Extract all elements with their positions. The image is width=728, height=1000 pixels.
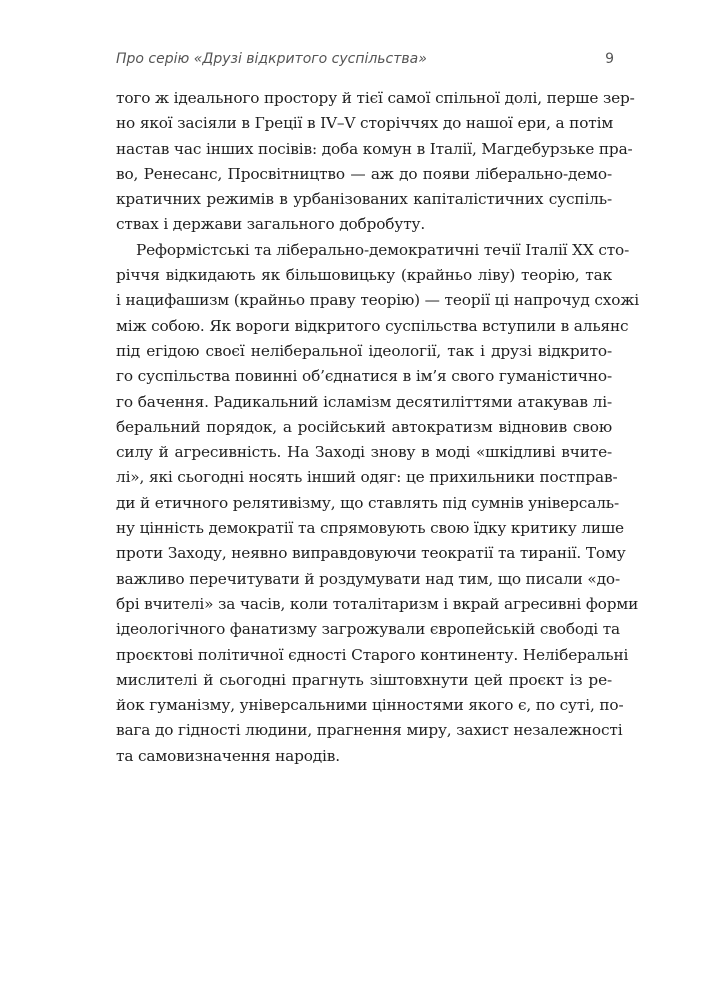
body-text	[116, 86, 639, 769]
running-title: Про серію «Друзі відкритого суспільства»	[116, 51, 427, 67]
text-line: важливо перечитувати й роздумувати над тим, що писали «до-	[116, 569, 620, 588]
text-line: мислителі й сьогодні прагнуть зіштовхнути цей проєкт із ре-	[116, 670, 612, 689]
text-line: брі вчителі» за часів, коли тоталітаризм і вкрай агресивні форми	[116, 594, 639, 613]
running-header	[116, 48, 614, 72]
text-line: ідеологічного фанатизму загрожували європейській свободі та	[116, 620, 620, 639]
page-number: 9	[605, 51, 614, 67]
text-line: силу й агресивність. На Заході знову в моді «шкідливі вчите-	[116, 443, 612, 462]
text-line: кратичних режимів в урбанізованих капіталістичних суспіль-	[116, 190, 612, 209]
text-line: но якої засіяли в Греції в IV–V сторіччях до нашої ери, а потім	[116, 114, 614, 133]
text-line: лі», які сьогодні носять інший одяг: це прихильники постправ-	[116, 468, 618, 487]
text-line: беральний порядок, а російський автократизм відновив свою	[116, 417, 612, 436]
paragraph	[116, 86, 635, 238]
text-line: проти Заходу, неявно виправдовуючи теократії та тиранії. Тому	[116, 544, 626, 563]
text-line: та самовизначення народів.	[116, 746, 340, 765]
text-line: ствах і держави загального добробуту.	[116, 215, 426, 234]
text-line: йок гуманізму, універсальними цінностями якого є, по суті, по-	[116, 696, 624, 715]
paragraph	[116, 238, 639, 769]
text-line: во, Ренесанс, Просвітництво — аж до появи ліберально-демо-	[116, 164, 612, 183]
text-line: під егідою своєї неліберальної ідеології, так і друзі відкрито-	[116, 341, 612, 360]
text-line: настав час інших посівів: доба комун в Італії, Магдебурзьке пра-	[116, 139, 633, 158]
text-line: го бачення. Радикальний ісламізм десятиліттями атакував лі-	[116, 392, 612, 411]
text-line: річчя відкидають як більшовицьку (крайньо ліву) теорію, так	[116, 266, 612, 285]
text-line: го суспільства повинні об’єднатися в ім’я свого гуманістично-	[116, 367, 612, 386]
text-line: вага до гідності людини, прагнення миру, захист незалежності	[116, 721, 623, 740]
text-line: і нацифашизм (крайньо праву теорію) — теорії ці напрочуд схожі	[116, 291, 639, 310]
text-line: ну цінність демократії та спрямовують свою їдку критику лише	[116, 519, 624, 538]
text-line: між собою. Як вороги відкритого суспільства вступили в альянс	[116, 316, 629, 335]
text-line: проєктові політичної єдності Старого континенту. Неліберальні	[116, 645, 629, 664]
text-line: Реформістські та ліберально-демократичні течії Італії XX сто-	[136, 240, 630, 259]
text-line: ди й етичного релятивізму, що ставлять під сумнів універсаль-	[116, 493, 619, 512]
text-line: того ж ідеального простору й тієї самої спільної долі, перше зер-	[116, 89, 635, 107]
